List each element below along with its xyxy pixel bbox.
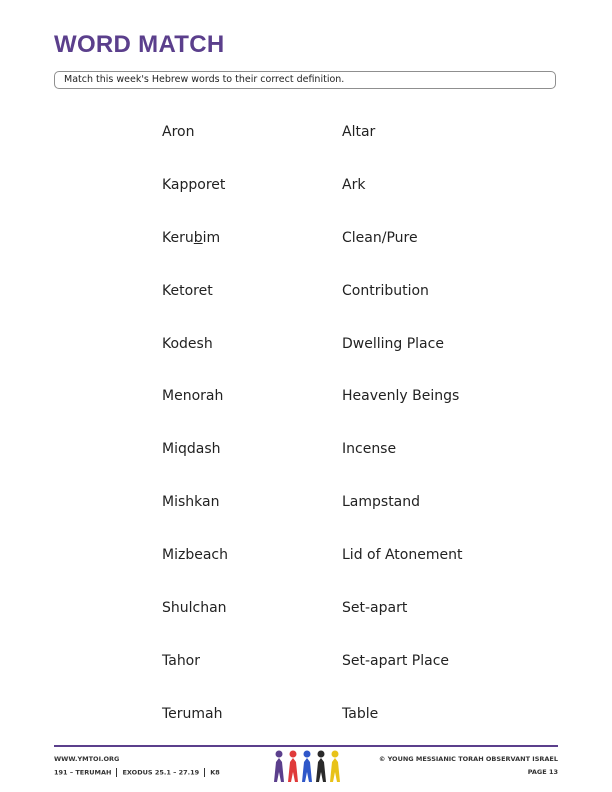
hebrew-word-list: [162, 124, 228, 759]
definition: Table: [342, 705, 379, 722]
definition: Altar: [342, 124, 376, 140]
hebrew-word: Menorah: [162, 388, 224, 405]
hebrew-word: Tahor: [162, 652, 201, 669]
footer-divider: [54, 745, 558, 747]
footer-level: K8: [210, 768, 220, 777]
definition: Set-apart: [342, 600, 408, 617]
logo-figure: [288, 758, 298, 782]
footer-separator: [204, 768, 205, 777]
hebrew-word: Aron: [162, 124, 195, 140]
logo-figure-head: [332, 751, 339, 758]
definition: Contribution: [342, 282, 429, 299]
footer-lesson: 191 – TERUMAH: [54, 768, 112, 777]
logo-figure-head: [318, 751, 325, 758]
hebrew-word: Kerubim: [162, 229, 221, 246]
hebrew-word: Mizbeach: [162, 547, 228, 564]
logo-figure: [302, 758, 312, 782]
footer-copyright: © YOUNG MESSIANIC TORAH OBSERVANT ISRAEL: [378, 755, 558, 763]
footer-url: WWW.YMTOI.ORG: [54, 755, 120, 763]
definition: Heavenly Beings: [342, 388, 460, 405]
instruction-text: Match this week's Hebrew words to their correct definition.: [64, 74, 345, 85]
logo-figure: [274, 758, 284, 782]
instruction-box: [54, 71, 556, 89]
logo-figure-head: [304, 751, 311, 758]
hebrew-word: Miqdash: [162, 441, 221, 458]
hebrew-word: Kodesh: [162, 335, 213, 352]
footer-reference: EXODUS 25.1 – 27.19: [122, 768, 200, 777]
definition: Clean/Pure: [342, 229, 418, 246]
definition: Ark: [342, 176, 366, 193]
footer-page-number: PAGE 13: [527, 768, 558, 776]
footer-separator: [116, 768, 117, 777]
hebrew-word: Kapporet: [162, 176, 226, 193]
hebrew-word: Terumah: [162, 705, 223, 722]
definition-list: [342, 124, 462, 759]
logo-figure: [330, 758, 340, 782]
page-title: WORD MATCH: [54, 31, 225, 58]
logo-figure-head: [290, 751, 297, 758]
logo-figure: [316, 758, 326, 782]
definition: Set-apart Place: [342, 652, 450, 669]
definition: Incense: [342, 441, 397, 458]
hebrew-word: Mishkan: [162, 494, 220, 511]
definition: Dwelling Place: [342, 335, 444, 352]
definition: Lampstand: [342, 494, 421, 511]
definition: Lid of Atonement: [342, 547, 463, 564]
footer-lesson-info: [54, 768, 220, 777]
hebrew-word: Ketoret: [162, 282, 213, 299]
ymtoi-logo-icon: [270, 748, 346, 784]
hebrew-word: Shulchan: [162, 600, 227, 617]
logo-figure-head: [276, 751, 283, 758]
